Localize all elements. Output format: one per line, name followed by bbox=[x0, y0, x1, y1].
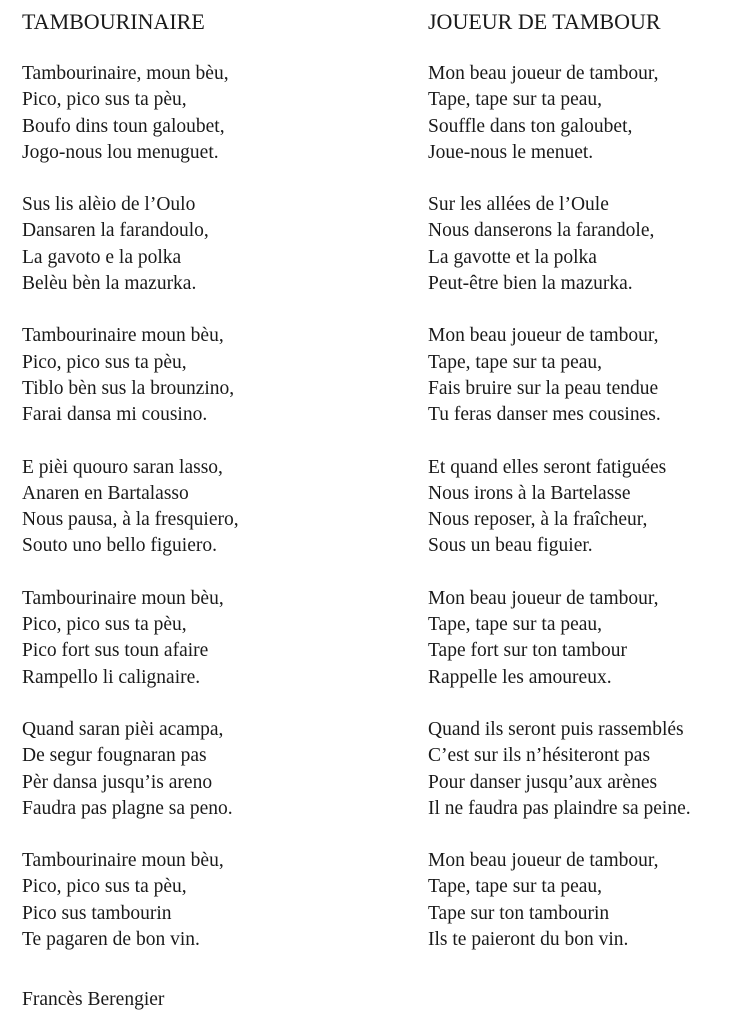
verse-line: La gavotte et la polka bbox=[428, 246, 597, 268]
verse-line: Mon beau joueur de tambour, bbox=[428, 63, 659, 84]
verse-line: Quand ils seront puis rassemblés bbox=[428, 718, 684, 740]
french-column bbox=[428, 8, 745, 979]
stanza bbox=[428, 586, 745, 691]
french-title: JOUEUR DE TAMBOUR bbox=[428, 9, 661, 34]
author-name: Francès Berengier bbox=[22, 989, 165, 1010]
verse-line: Te pagaren de bon vin. bbox=[22, 929, 200, 951]
verse-line: Tape, tape sur ta peau, bbox=[428, 876, 603, 898]
verse-line: Tambourinaire moun bèu, bbox=[22, 587, 224, 609]
verse-line: La gavoto e la polka bbox=[22, 246, 182, 268]
stanza bbox=[428, 61, 745, 166]
verse-line: Tape fort sur ton tambour bbox=[428, 640, 627, 662]
verse-line: Tape sur ton tambourin bbox=[428, 902, 610, 924]
verse-line: Rampello li calignaire. bbox=[22, 666, 201, 688]
verse-line: Rappelle les amoureux. bbox=[428, 666, 612, 688]
verse-line: Pèr dansa jusqu’is areno bbox=[22, 771, 213, 793]
stanza bbox=[22, 848, 352, 953]
verse-line: E pièi quouro saran lasso, bbox=[22, 456, 223, 478]
verse-line: Et quand elles seront fatiguées bbox=[428, 456, 667, 478]
stanza bbox=[22, 586, 352, 691]
occitan-title: TAMBOURINAIRE bbox=[22, 9, 205, 34]
verse-line: Mon beau joueur de tambour, bbox=[428, 325, 659, 347]
verse-line: Farai dansa mi cousino. bbox=[22, 404, 208, 426]
verse-line: Tu feras danser mes cousines. bbox=[428, 404, 661, 426]
verse-line: Pico sus tambourin bbox=[22, 902, 172, 924]
stanza bbox=[428, 717, 745, 822]
verse-line: Souto uno bello figuiero. bbox=[22, 535, 217, 557]
verse-line: Pico, pico sus ta pèu, bbox=[22, 876, 187, 898]
french-stanzas bbox=[428, 61, 745, 953]
stanza bbox=[428, 455, 745, 560]
stanza bbox=[22, 61, 352, 166]
verse-line: Boufo dins toun galoubet, bbox=[22, 115, 225, 137]
stanza bbox=[22, 455, 352, 560]
stanza bbox=[428, 848, 745, 953]
verse-line: Sur les allées de l’Oule bbox=[428, 194, 609, 216]
stanza bbox=[22, 323, 352, 428]
occitan-column bbox=[22, 8, 352, 979]
verse-line: Ils te paieront du bon vin. bbox=[428, 929, 629, 951]
verse-line: Il ne faudra pas plaindre sa peine. bbox=[428, 797, 691, 819]
verse-line: Pico, pico sus ta pèu, bbox=[22, 351, 187, 373]
verse-line: Dansaren la farandoulo, bbox=[22, 220, 209, 242]
verse-line: Joue-nous le menuet. bbox=[428, 141, 594, 163]
stanza bbox=[428, 323, 745, 428]
verse-line: Pico fort sus toun afaire bbox=[22, 640, 209, 662]
verse-line: Faudra pas plagne sa peno. bbox=[22, 797, 233, 819]
verse-line: Nous pausa, à la fresquiero, bbox=[22, 509, 239, 531]
verse-line: Souffle dans ton galoubet, bbox=[428, 115, 633, 137]
verse-line: Sous un beau figuier. bbox=[428, 535, 593, 557]
verse-line: Tambourinaire, moun bèu, bbox=[22, 63, 229, 84]
verse-line: Tape, tape sur ta peau, bbox=[428, 351, 603, 373]
occitan-stanzas bbox=[22, 61, 352, 953]
verse-line: Pour danser jusqu’aux arènes bbox=[428, 771, 658, 793]
verse-line: Nous irons à la Bartelasse bbox=[428, 482, 631, 504]
verse-line: Quand saran pièi acampa, bbox=[22, 718, 224, 740]
verse-line: Nous reposer, à la fraîcheur, bbox=[428, 509, 648, 531]
verse-line: Tambourinaire moun bèu, bbox=[22, 325, 224, 347]
verse-line: Tambourinaire moun bèu, bbox=[22, 850, 224, 872]
verse-line: Belèu bèn la mazurka. bbox=[22, 273, 197, 295]
verse-line: Mon beau joueur de tambour, bbox=[428, 587, 659, 609]
verse-line: Tape, tape sur ta peau, bbox=[428, 89, 603, 111]
verse-line: Anaren en Bartalasso bbox=[22, 482, 189, 504]
verse-line: C’est sur ils n’hésiteront pas bbox=[428, 745, 651, 767]
verse-line: Sus lis alèio de l’Oulo bbox=[22, 194, 196, 216]
verse-line: Jogo-nous lou menuguet. bbox=[22, 141, 219, 163]
verse-line: Pico, pico sus ta pèu, bbox=[22, 614, 187, 636]
verse-line: Nous danserons la farandole, bbox=[428, 220, 655, 242]
verse-line: Tape, tape sur ta peau, bbox=[428, 614, 603, 636]
stanza bbox=[428, 192, 745, 297]
stanza bbox=[22, 192, 352, 297]
verse-line: De segur fougnaran pas bbox=[22, 745, 207, 767]
verse-line: Peut-être bien la mazurka. bbox=[428, 273, 633, 295]
verse-line: Mon beau joueur de tambour, bbox=[428, 850, 659, 872]
stanza bbox=[22, 717, 352, 822]
verse-line: Pico, pico sus ta pèu, bbox=[22, 89, 187, 111]
verse-line: Tiblo bèn sus la brounzino, bbox=[22, 377, 235, 399]
verse-line: Fais bruire sur la peau tendue bbox=[428, 377, 659, 399]
